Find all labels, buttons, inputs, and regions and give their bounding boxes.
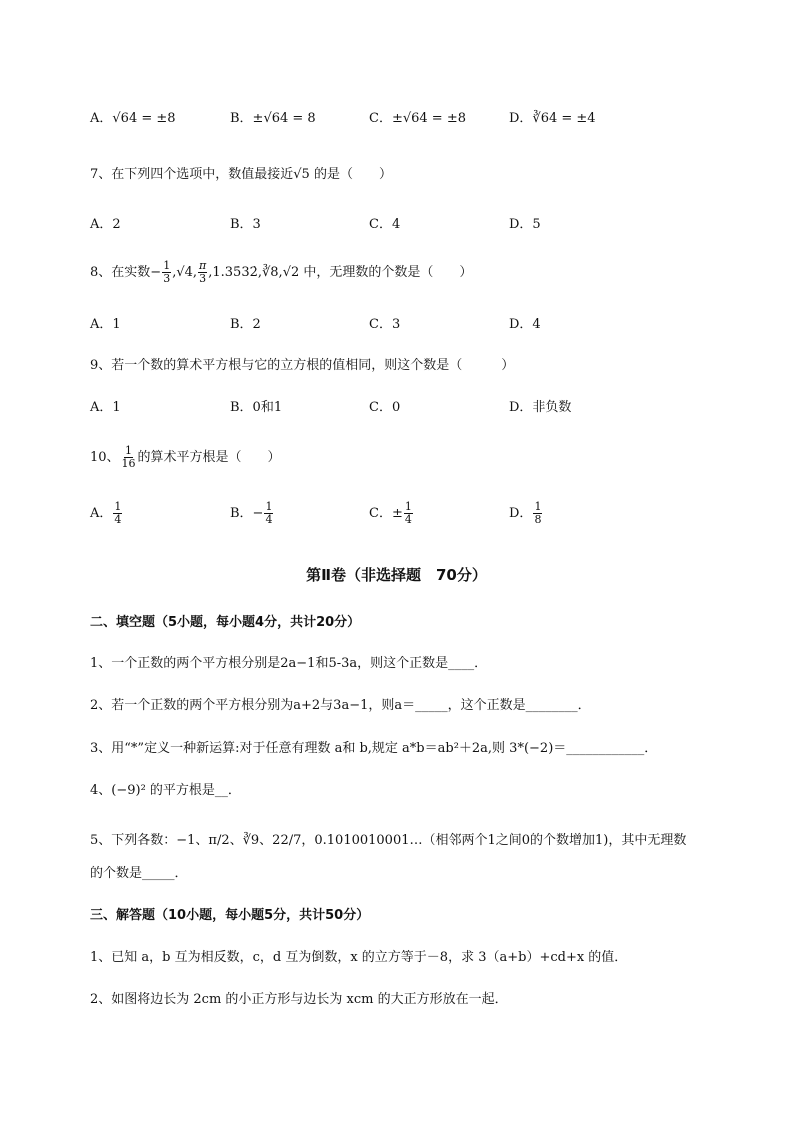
q10-frac-den: 16 [121, 457, 136, 470]
q9-option-c: C．0 [369, 400, 401, 415]
q10-c-den: 4 [404, 513, 412, 526]
q10-d-den: 8 [534, 513, 542, 526]
q8-stem-mid2: ,1.35̇32̇,∛8,√2 中，无理数的个数是（ ） [208, 265, 473, 280]
q7-option-a: A．2 [90, 217, 121, 232]
q9-option-b: B．0和1 [230, 400, 283, 415]
q10-b-den: 4 [265, 513, 273, 526]
q8-frac1-num: 1 [163, 259, 171, 272]
q8-stem [90, 259, 472, 287]
q8-option-a: A．1 [90, 317, 121, 332]
q8-frac2-num: π [199, 259, 207, 272]
q8-minus-sign: − [150, 265, 162, 280]
q8-option-c: C．3 [369, 317, 401, 332]
q10-a-num: 1 [114, 500, 122, 513]
q6-option-b: B．±√64 = 8 [230, 111, 316, 126]
q10-option-a [90, 499, 123, 529]
section2-heading: 二、填空题（5小题，每小题4分，共计20分） [90, 615, 361, 630]
fill-q3: 3、用“*”定义一种新运算:对于任意有理数 a和 b,规定 a*b＝ab²＋2a,则 3*(−2)＝____________． [90, 741, 658, 756]
q8-option-d: D．4 [509, 317, 541, 332]
q10-b-label: B．− [230, 506, 264, 521]
q6-option-d: D．∛64 = ±4 [509, 111, 596, 126]
q10-a-fraction [113, 501, 122, 526]
answer-q1: 1、已知 a，b 互为相反数，c，d 互为倒数，x 的立方等于－8，求 3（a+b）+cd+x 的值． [90, 950, 628, 965]
q10-prefix: 10、 [90, 450, 120, 465]
q7-option-c: C．4 [369, 217, 401, 232]
q10-option-d [509, 499, 543, 529]
fill-q5-line2: 的个数是_____． [90, 866, 188, 881]
q10-c-label: C．± [369, 506, 403, 521]
q10-d-num: 1 [534, 500, 542, 513]
q8-option-b: B．2 [230, 317, 261, 332]
q7-stem: 7、在下列四个选项中，数值最接近√5 的是（ ） [90, 167, 392, 182]
q10-a-label: A． [90, 506, 113, 521]
fill-q5-line1: 5、下列各数：−1、π/2、∛9、22/7，0.1010010001…（相邻两个1之间0的个数增加1)，其中无理数 [90, 833, 687, 848]
fill-q1: 1、一个正数的两个平方根分别是2a−1和5-3a，则这个正数是____． [90, 656, 488, 671]
q9-stem: 9、若一个数的算术平方根与它的立方根的值相同，则这个数是（ ） [90, 358, 515, 373]
q8-frac1-den: 3 [163, 272, 171, 285]
q10-b-fraction [264, 501, 273, 526]
q9-option-a: A．1 [90, 400, 121, 415]
q6-option-c: C．±√64 = ±8 [369, 111, 466, 126]
q10-d-fraction [533, 501, 542, 526]
q8-stem-prefix: 8、在实数 [90, 265, 151, 280]
q10-stem [90, 443, 281, 473]
q10-frac-num: 1 [125, 444, 133, 457]
q10-b-num: 1 [265, 500, 273, 513]
part2-title: 第Ⅱ卷（非选择题 70分） [306, 566, 487, 584]
q8-fraction-one-third [162, 260, 171, 285]
q10-d-label: D． [509, 506, 533, 521]
q10-fraction [121, 445, 137, 470]
q10-option-b [230, 499, 274, 529]
q10-c-fraction [404, 501, 413, 526]
q7-option-b: B．3 [230, 217, 261, 232]
q8-fraction-pi-third [198, 260, 207, 285]
answer-q2: 2、如图将边长为 2cm 的小正方形与边长为 xcm 的大正方形放在一起． [90, 992, 508, 1007]
q7-option-d: D．5 [509, 217, 541, 232]
q10-a-den: 4 [114, 513, 122, 526]
q8-frac2-den: 3 [199, 272, 207, 285]
fill-q2: 2、若一个正数的两个平方根分别为a+2与3a−1，则a＝_____，这个正数是________． [90, 698, 591, 713]
q6-option-a: A．√64 = ±8 [90, 111, 176, 126]
fill-q4: 4、(−9)² 的平方根是__． [90, 783, 241, 798]
q9-option-d: D．非负数 [509, 400, 572, 415]
section3-heading: 三、解答题（10小题，每小题5分，共计50分） [90, 908, 370, 923]
q8-stem-mid: ,√4, [172, 265, 198, 280]
q10-c-num: 1 [404, 500, 412, 513]
q10-option-c [369, 499, 414, 529]
q10-suffix: 的算术平方根是（ ） [137, 450, 281, 465]
